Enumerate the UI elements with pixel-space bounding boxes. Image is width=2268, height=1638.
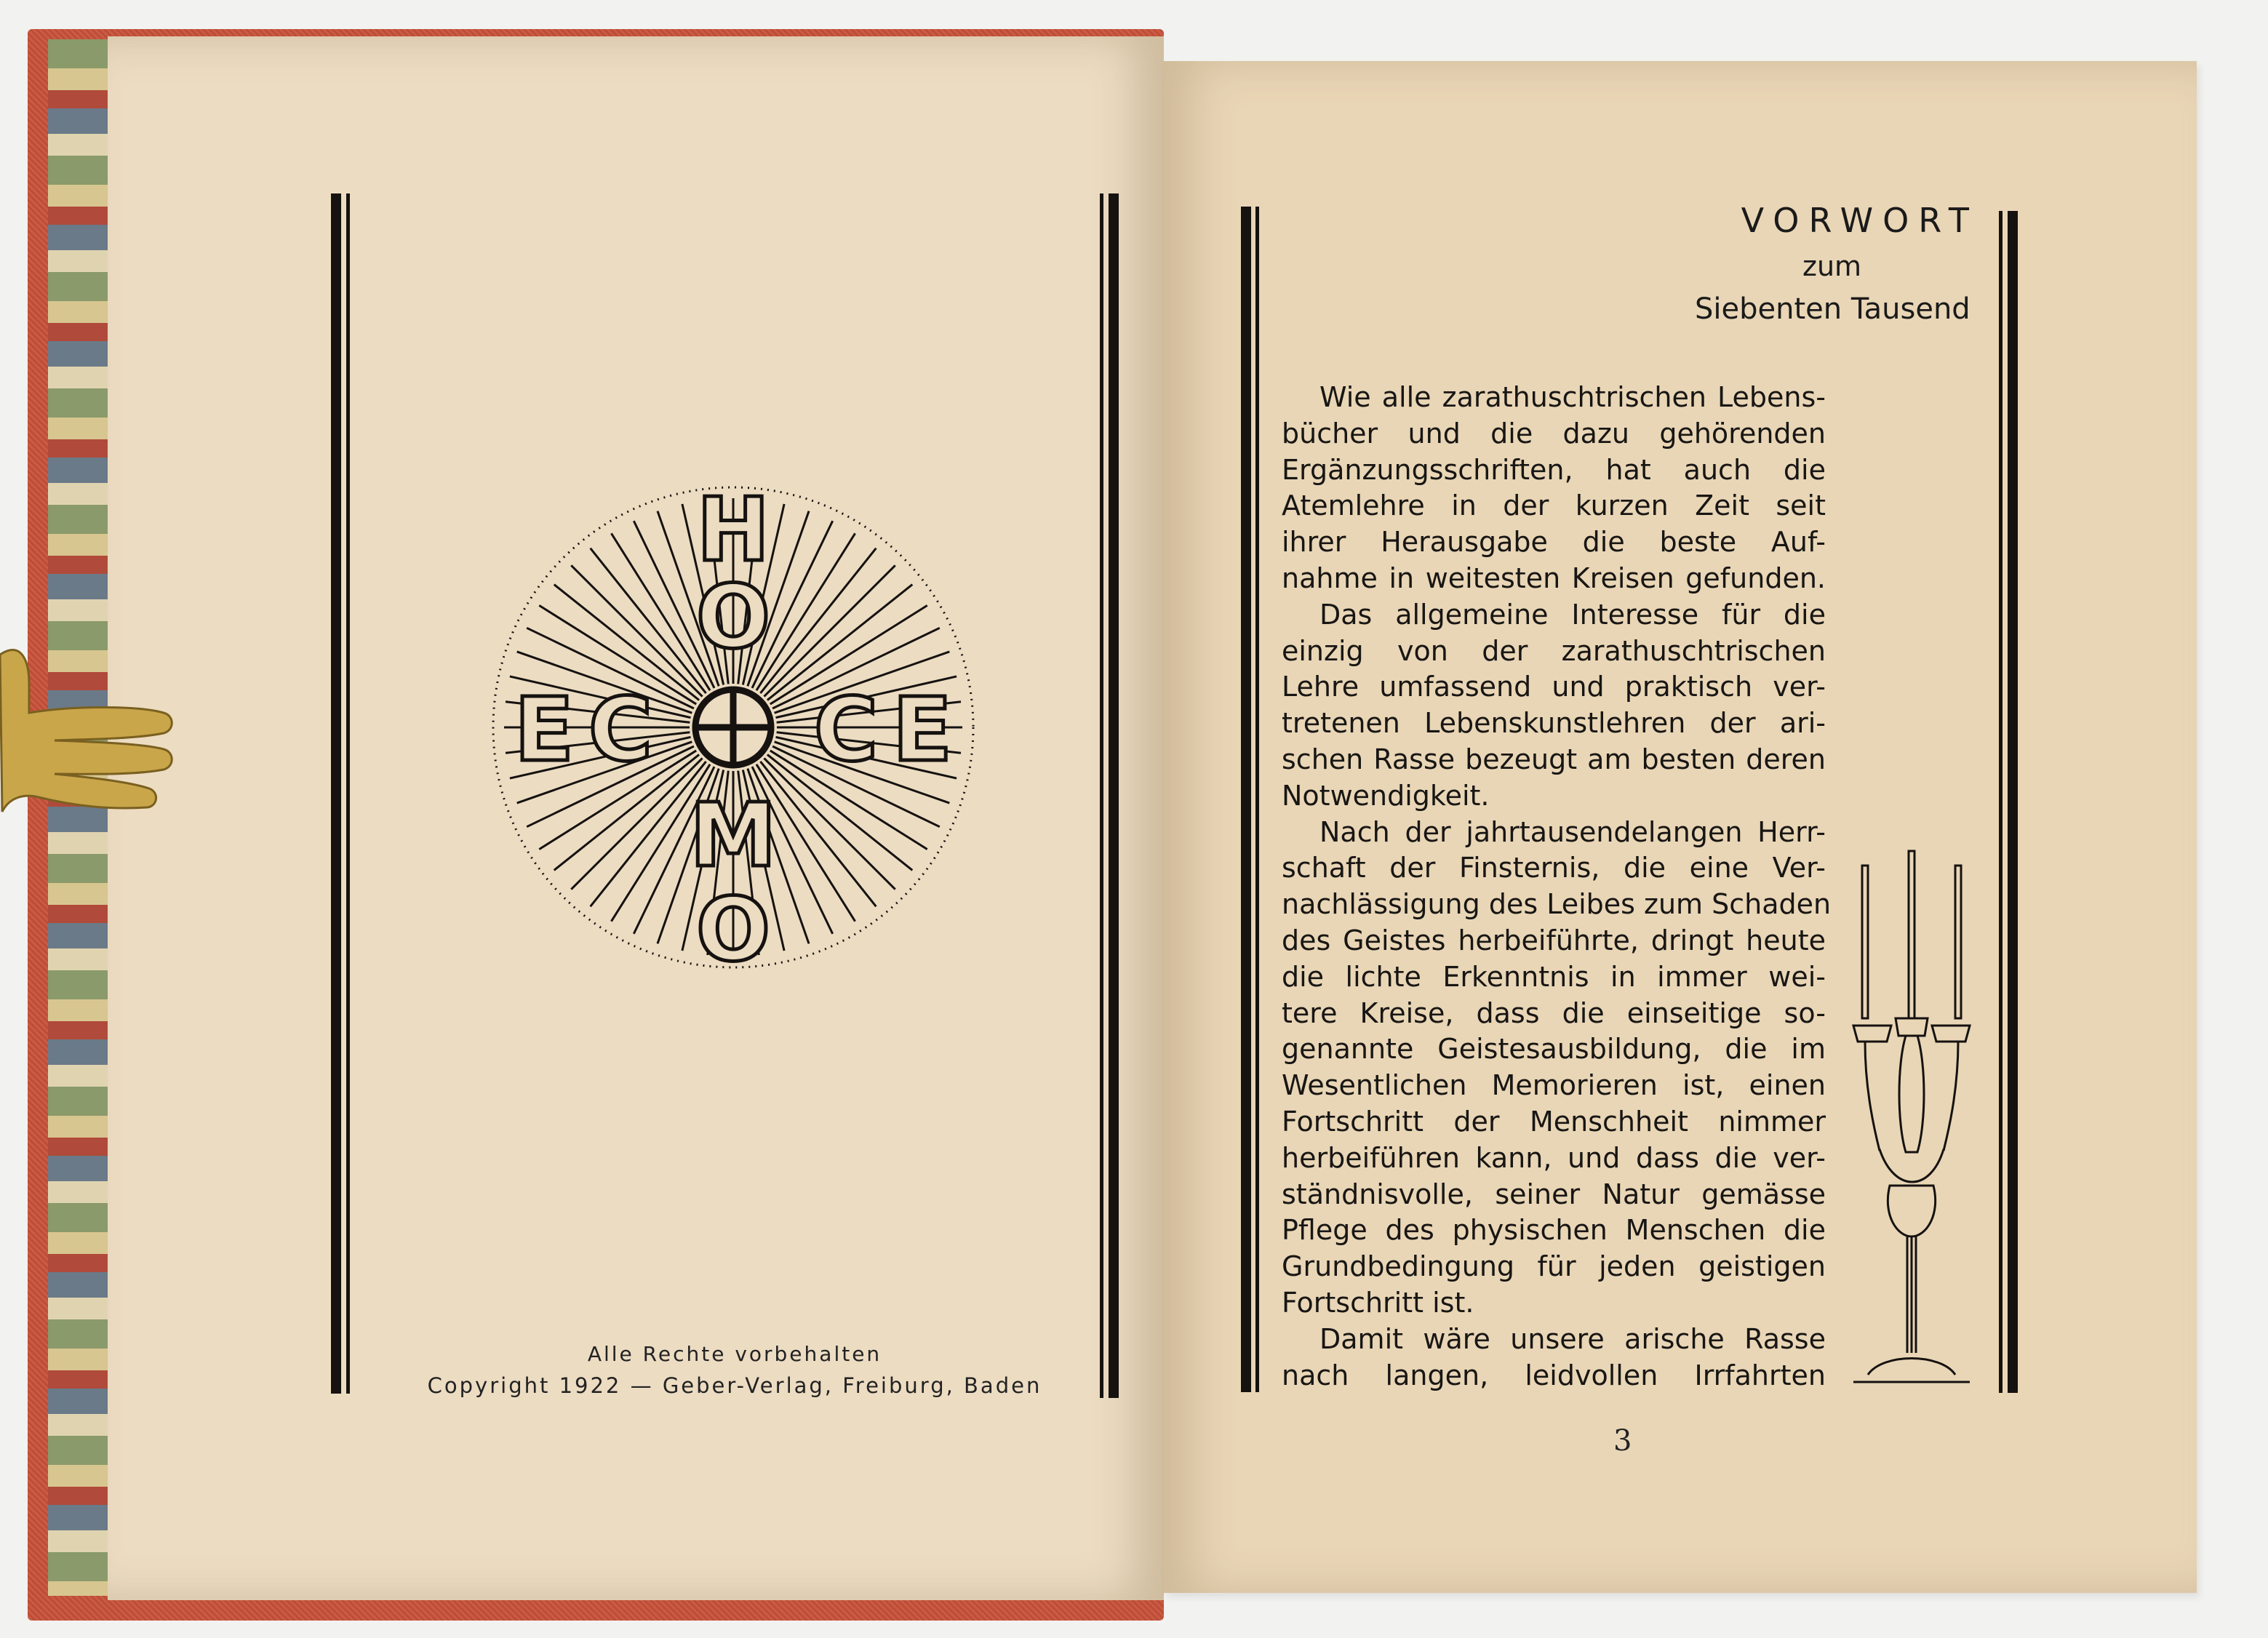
emblem-letter: M <box>690 786 777 887</box>
emblem-letter: C <box>588 680 653 781</box>
text-line: ihrer Herausgabe die beste Auf- <box>1282 526 1826 559</box>
text-line: Pflege des physischen Menschen die <box>1282 1214 1826 1247</box>
right-page-rule-inner-left <box>1255 207 1259 1392</box>
text-line: genannte Geistesausbildung, die im <box>1282 1033 1826 1066</box>
text-line: Grundbedingung für jeden geistigen <box>1282 1250 1826 1283</box>
right-page-rule-outer-right <box>2008 211 2018 1393</box>
right-page-rule-outer-left <box>1241 207 1251 1392</box>
text-line: schen Rasse bezeugt am besten deren <box>1282 743 1826 775</box>
text-line: Fortschritt der Menschheit nimmer <box>1282 1105 1826 1138</box>
brass-book-clip <box>0 626 175 902</box>
sunburst-ray <box>591 762 706 906</box>
candelabra-illustration <box>1839 844 1984 1397</box>
sunburst-ray <box>591 548 706 693</box>
text-line: einzig von der zarathuschtrischen <box>1282 634 1826 667</box>
page-number: 3 <box>1613 1424 1632 1458</box>
text-line: Damit wäre unsere arische Rasse <box>1319 1322 1826 1355</box>
text-line: tretenen Lebenskunstlehren der ari- <box>1282 707 1826 740</box>
center-cross-symbol <box>695 690 771 765</box>
left-page-rule-outer-right <box>1109 193 1119 1398</box>
text-line: nachlässigung des Leibes zum Schaden <box>1282 888 1832 921</box>
text-line: Fortschritt ist. <box>1282 1286 1474 1319</box>
left-page-rule-inner-right <box>1100 193 1103 1398</box>
text-line: Lehre umfassend und praktisch ver- <box>1282 671 1826 703</box>
left-page-rule-inner-left <box>346 193 350 1394</box>
subtitle-zum: zum <box>1802 250 1862 282</box>
text-line: die lichte Erkenntnis in immer wei- <box>1282 960 1826 993</box>
copyright-text: Copyright 1922 — Geber-Verlag, Freiburg, Baden <box>427 1373 1042 1398</box>
text-line: Das allgemeine Interesse für die <box>1319 598 1826 631</box>
left-page-rule-outer-left <box>331 193 341 1394</box>
emblem-letter: E <box>893 680 952 781</box>
right-page-rule-inner-right <box>1999 211 2003 1393</box>
ecce-homo-emblem <box>486 480 981 975</box>
foreword-body-text <box>1282 380 1832 1394</box>
text-line: tere Kreise, dass die einseitige so- <box>1282 996 1826 1029</box>
emblem-letter: C <box>813 680 879 781</box>
text-line: des Geistes herbeiführte, dringt heute <box>1282 924 1826 956</box>
text-line: herbeiführen kann, und dass die ver- <box>1282 1141 1826 1174</box>
text-line: Atemlehre in der kurzen Zeit seit <box>1282 490 1826 522</box>
text-line: bücher und die dazu gehörenden <box>1282 417 1826 450</box>
text-line: Wie alle zarathuschtrischen Lebens- <box>1319 381 1826 413</box>
rights-reserved-text: Alle Rechte vorbehalten <box>587 1342 882 1366</box>
text-line: Ergänzungsschriften, hat auch die <box>1282 453 1826 486</box>
sunburst-ray <box>760 548 876 693</box>
text-line: Nach der jahrtausendelangen Herr- <box>1319 815 1826 848</box>
subtitle-siebenten-tausend: Siebenten Tausend <box>1695 292 1970 326</box>
emblem-letter: E <box>514 680 574 781</box>
text-line: Wesentlichen Memorieren ist, einen <box>1282 1069 1826 1102</box>
text-line: nahme in weitesten Kreisen gefunden. <box>1282 562 1826 594</box>
text-line: ständnisvolle, seiner Natur gemässe <box>1282 1178 1826 1210</box>
sunburst-ray <box>760 762 876 906</box>
text-line: schaft der Finsternis, die eine Ver- <box>1282 852 1826 884</box>
text-line: nach langen, leidvollen Irrfahrten <box>1282 1359 1826 1391</box>
vorwort-title: VORWORT <box>1741 201 1978 240</box>
emblem-letter: O <box>695 880 771 975</box>
emblem-letter: O <box>695 567 771 668</box>
text-line: Notwendigkeit. <box>1282 779 1490 812</box>
emblem-letter: H <box>696 480 770 581</box>
